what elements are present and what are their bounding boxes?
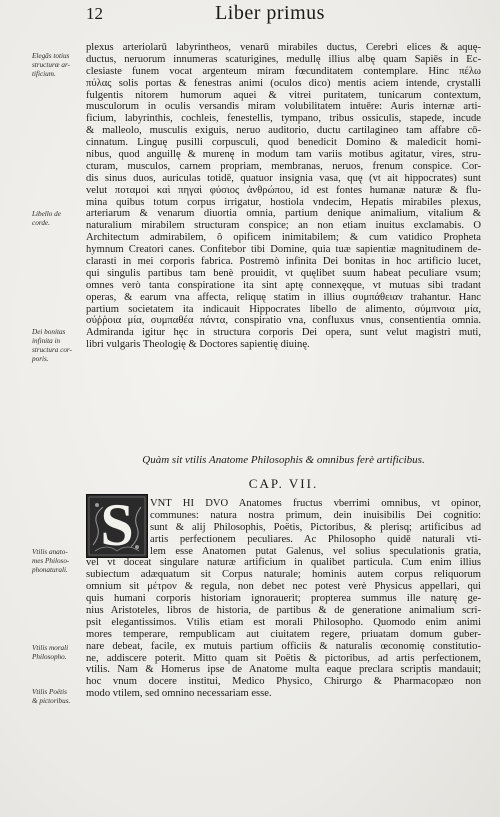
text-line: VNT HI DVO Anatomes fructus vberrimi omnibus, vt opinor, [150,498,481,509]
text-line: cturam, musculos, carnem propriam, membranas, neruos, frenum conspice. Cor- [86,160,481,172]
text-line: quis humani corporis historiam ignorauerit; propterea summus ille naturę ge- [86,593,481,605]
margin-note-line: & pictoribus. [32,697,71,705]
text-line: lem esse Anatomen putat Galenus, vel solius speculationis gratia, [150,545,481,557]
margin-note-line: phonaturali. [32,566,68,574]
text-line: velut ποταμοὶ καὶ πηγαὶ φύσιος ἀνθρώπου, id est fontes humanæ naturæ & flu- [86,184,481,196]
running-title: Liber primus [215,2,325,24]
chapter-heading: CAP. VII. [248,476,319,491]
margin-note-line: Libello de [32,210,61,218]
text-line: clesiaste funem vocat argenteum miram fœcunditatem contemplare. Hinc πέλω [86,65,481,77]
text-line: communes: natura nostra primum, dein inuisibilis Dei cognitio: [150,509,481,521]
margin-note-line: Vtilis morali [32,644,69,652]
text-line: modo vtilem, sed omnino necessariam esse. [86,688,272,700]
margin-note-natural-philosopher [32,548,84,575]
text-line: nare debeat, facile, ex mutuis partium officiis & naturalis œconomię constitutio- [86,640,481,652]
margin-note-line: corde. [32,219,50,227]
margin-note-moral-philosopher [32,644,84,662]
text-line: operas, & earum vna affecta, reliquę statim in illius συμπάθειαν trahantur. Hanc [86,291,481,303]
text-line: vtilis. Nam & Homerus ipse de Anatome multa eaque preclara scriptis mandauit; [86,664,481,676]
text-line: mores temperare, rempublicam aut ciuitatem regere, priuatam domum guber- [86,628,481,640]
text-line: Architectum admirabilem, ô opificem inimitabilem; & cum vatidico Propheta [86,232,481,244]
text-line: musculorum in oculis versandis miram volubilitatem intuēre: Auris internæ arti- [86,101,481,113]
text-line: naturalium mirabilem structuram conspice; an non etiam inuitus exclamabis. O [86,220,481,232]
margin-note-line: Vtilis anato- [32,548,68,556]
text-line: artis perfectionem peculiares. Ac Philosopho quidē naturali vti- [150,533,481,545]
body-text [86,42,481,351]
text-line: mina quibus totum corpus irrigatur, hostiola vndecim, Hepatis mirabiles plexus, [86,196,481,208]
margin-note-line: Dei bonitas [32,328,66,336]
margin-note-heart [32,210,84,228]
text-line: fulgentis nitorem humorum aquei & vitrei puritatem, tunicarum contextum, [86,89,481,101]
text-line: cinnatum. Linguę pusilli corpusculi, quod benedicit Domino & maledicit homi- [86,137,481,149]
text-line: & malleolo, musculis exiguis, neruo auditorio, ductu cartilagineo tam affabre cō- [86,125,481,137]
text-line: hoc vnum docere institui, Medico Physico, Chirurgo & Pharmacopæo non [86,676,481,688]
margin-note-line: tificium. [32,70,56,78]
text-line: nibus, quod anguillę & murenę in modum tam variis motibus agitatur, vires, stru- [86,149,481,161]
text-line: πύλας solis portas & fenestras animi (oculos dico) mentis aciem intende, crystalli [86,77,481,89]
margin-note-poets [32,688,84,706]
text-line: ne, addiscere poterit. Mitto quam sit Poëtis & pictoribus, ad artis perfectionem, [86,652,481,664]
margin-note-goodness [32,328,84,364]
text-line: arteriarum & venarum diuortia omnia, partium denique animalium, vitalium & [86,208,481,220]
margin-note-line: mes Philoso- [32,557,70,565]
text-line: σύῤῥοια μία, συμπαθέα πάντα, conspiratio vna, confluxus vnus, consentientia omnia. [86,315,481,327]
text-line: partium societatem ita indicauit Hippocrates libello de alimento, σύμπνοια μία, [86,303,481,315]
drop-cap-letter: S [100,492,134,558]
margin-note-line: structura cor- [32,346,72,354]
text-line: omnium sit μέτρον & regula, non debet nec potest verè Physicus appellari, qui [86,581,481,593]
text-line: ductus, neruorum innumeras scaturigines, medullę illius albę quam Sapiēs in Ec- [86,53,481,65]
margin-note-line: structuræ ar- [32,61,70,69]
text-line: psit elegantissimos. Vtilis etiam est morali Philosopho. Quomodo enim animi [86,616,481,628]
text-line: qui singulis partibus tam benè prouidit, vt quęlibet suum habeat peculiare vsum; [86,267,481,279]
text-line: nius Aristoteles, libros de historia, de partibus & de generatione animalium scri- [86,605,481,617]
margin-note-line: poris. [32,355,49,363]
text-line: plexus arteriolarū labyrintheos, venarū mirabiles ductus, Cerebri elices & aquę- [86,42,481,53]
margin-note-line: Philosopho. [32,653,67,661]
text-line: ficium, labyrinthis, cochleis, fenestellis, tympano, tribus ossiculis, stapede, incude [86,113,481,125]
text-line: clarasti in mei corporis fabrica. Postremò infinita Dei bonitas in hoc artificio lucet, [86,256,481,268]
chapter-text [86,498,481,700]
text-line: subiectum adæquatum sit Corpus naturale; hominis autem corpus reliquorum [86,569,481,581]
margin-note-line: Elegās totius [32,52,70,60]
text-line: dis sinus duos, auriculas totidē, quatuor insignia vasa, quę (vt ait hippocrates) sunt [86,172,481,184]
text-line: sunt & alij Philosophis, Poëtis, Pictoribus, & plerisq; artificibus ad [150,521,481,533]
text-line: omnes verò tanta conspiratione ita sint aptę connexęque, vt mutuas sibi tradant [86,279,481,291]
text-line: hymnum Creatori canes. Confitebor tibi Domine, quia tuæ sapientiæ magnitudinem de- [86,244,481,256]
margin-note-line: infinita in [32,337,61,345]
page-number: 12 [86,4,103,23]
text-line: Admiranda igitur hęc in structura corporis Dei opera, sunt velut magistri muti, [86,327,481,339]
text-line: libri vulgaris Theologię & Doctores sapientię diuinę. [86,339,310,351]
text-line: vel vt doceat singulare naturæ artificium in qualibet particula. Cum enim illius [86,557,481,569]
margin-note-structure [32,52,84,79]
margin-note-line: Vtilis Poëtis [32,688,67,696]
section-title: Quàm sit vtilis Anatome Philosophis & omnibus ferè artificibus. [142,454,425,466]
